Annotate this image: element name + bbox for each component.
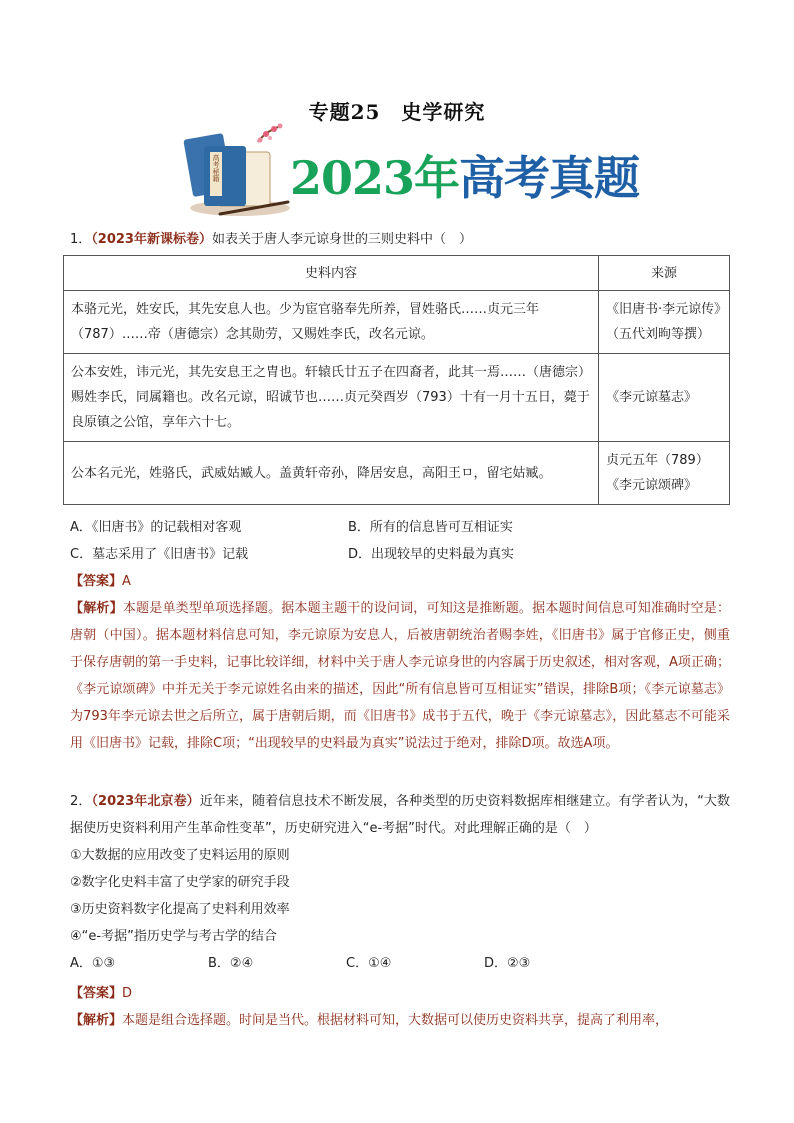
q2-item: ③历史资料数字化提高了史料利用效率: [70, 902, 290, 917]
answer-label: 【答案】: [70, 574, 123, 589]
banner: [180, 122, 640, 222]
banner-heading: [290, 142, 639, 208]
table-row: [64, 291, 730, 354]
table-cell-content: 公本安姓，讳元光，其先安息王之胄也。轩辕氏廿五子在四裔者，此其一焉……（唐德宗）赐姓李氏，同属籍也。改名元谅，昭诚节也……贞元癸酉岁（793）十有一月十五日，薨于良原镇之公馆，享年六十七。: [64, 354, 599, 442]
q1-text: 如表关于唐人李元谅身世的三则史料中（ ）: [211, 232, 472, 247]
table-cell-content: 本骆元光，姓安氏，其先安息人也。少为宦官骆奉先所养，冒姓骆氏……贞元三年（787）……帝（唐德宗）念其勋劳，又赐姓李氏，改名元谅。: [64, 291, 599, 354]
q2-text: 近年来，随着信息技术不断发展，各种类型的历史资料数据库相继建立。有学者认为，“大数据使历史资料利用产生革命性变革”，历史研究进入“e-考据”时代。对此理解正确的是（ ）: [70, 794, 730, 836]
q1-option-d: D．出现较早的史料最为真实: [348, 547, 515, 562]
q1-analysis: [70, 595, 730, 757]
q1-answer: [70, 568, 131, 595]
analysis-text: 本题是单类型单项选择题。据本题主题干的设问词，可知这是推断题。据本题时间信息可知准确时空是：唐朝（中国）。据本题材料信息可知，李元谅原为安息人，后被唐朝统治者赐李姓，《旧唐书》属于官修正史，侧重于保存唐朝的第一手史料，记事比较详细，材料中关于唐人李元谅身世的内容属于历史叙述，相对客观，A项正确；《李元谅颂碑》中并无关于李元谅姓名由来的描述，因此“所有信息皆可互相证实”错误，排除B项；《李元谅墓志》为793年李元谅去世之后所立，属于唐朝后期，而《旧唐书》成书于五代，晚于《李元谅墓志》，因此墓志不可能采用《旧唐书》记载，排除C项；“出现较早的史料最为真实”说法过于绝对，排除D项。故选A项。: [70, 601, 730, 751]
q1-source-table: [63, 255, 730, 505]
q2-item: ①大数据的应用改变了史料运用的原则: [70, 848, 290, 863]
q2-answer: [70, 980, 132, 1007]
q2-option-c: C．①④: [346, 956, 392, 971]
table-cell-content: 公本名元光，姓骆氏，武威姑臧人。盖黄轩帝孙，降居安息，高阳王ㅁ，留宅姑臧。: [64, 442, 599, 505]
book-stack-icon: [180, 122, 290, 222]
q1-option-b: B．所有的信息皆可互相证实: [348, 520, 513, 535]
q2-stem: [70, 788, 730, 842]
q1-stem: [70, 226, 472, 253]
table-header-content: 史料内容: [64, 256, 599, 291]
answer-label: 【答案】: [70, 986, 123, 1001]
svg-text:高考秘籍: 高考秘籍: [212, 154, 220, 182]
q2-source: （2023年北京卷）: [91, 794, 200, 809]
q2-option-d: D．②③: [484, 956, 531, 971]
q1-number: 1．: [70, 232, 92, 247]
banner-year: 2023年: [290, 151, 460, 205]
answer-value: A: [122, 574, 131, 589]
table-header-row: [64, 256, 730, 291]
q2-item: ②数字化史料丰富了史学家的研究手段: [70, 875, 290, 890]
q1-source: （2023年新课标卷）: [91, 232, 212, 247]
analysis-text: 本题是组合选择题。时间是当代。根据材料可知，大数据可以使历史资料共享，提高了利用率，: [122, 1013, 669, 1028]
table-row: [64, 442, 730, 505]
q1-option-c: C．墓志采用了《旧唐书》记载: [70, 547, 249, 562]
analysis-label: 【解析】: [70, 1013, 123, 1028]
q2-option-b: B．②④: [208, 956, 254, 971]
q1-options: [70, 514, 730, 568]
analysis-label: 【解析】: [70, 601, 123, 616]
table-cell-source: 《旧唐书·李元谅传》（五代刘昫等撰）: [599, 291, 730, 354]
page-title: 专题25 史学研究: [308, 100, 486, 124]
table-header-source: 来源: [599, 256, 730, 291]
table-cell-source: 《李元谅墓志》: [599, 354, 730, 442]
answer-value: D: [122, 986, 133, 1001]
q1-option-a: A．《旧唐书》的记载相对客观: [70, 520, 242, 535]
q2-option-a: A．①③: [70, 956, 116, 971]
q2-options: [70, 950, 530, 977]
table-row: [64, 354, 730, 442]
q2-analysis: [70, 1007, 730, 1034]
q2-number: 2．: [70, 794, 92, 809]
banner-highlight: 高考真题: [459, 151, 640, 205]
table-cell-source: 贞元五年（789）《李元谅颂碑》: [599, 442, 730, 505]
q2-item: ④“e-考据”指历史学与考古学的结合: [70, 929, 277, 944]
